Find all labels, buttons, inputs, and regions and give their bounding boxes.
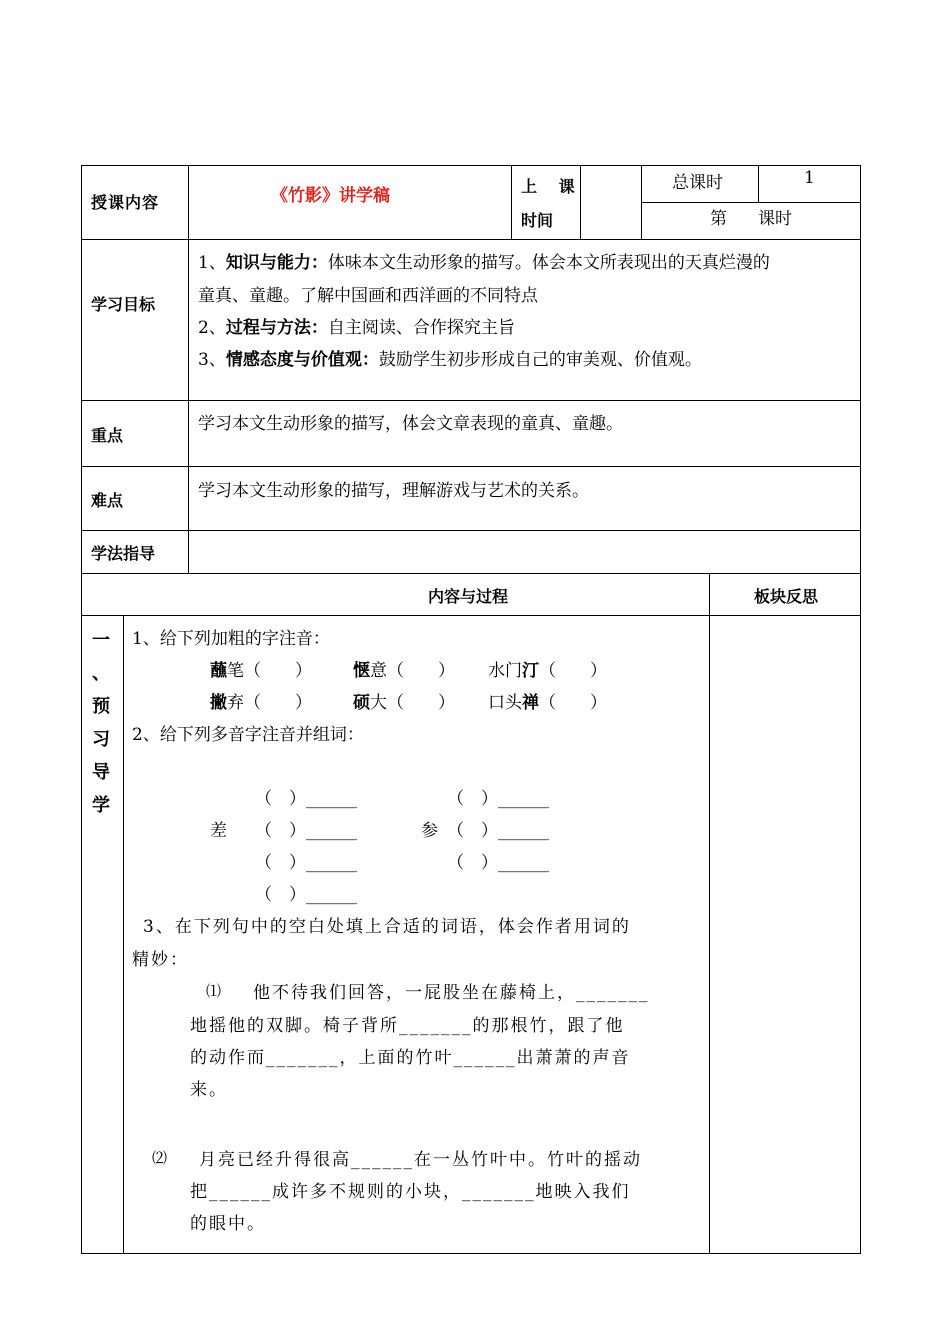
- section-char: 导: [92, 762, 110, 783]
- q3-sentence1-line3: 的动作而_______，上面的竹叶______出萧萧的声音: [190, 1048, 631, 1068]
- q1-item: [488, 656, 607, 681]
- course-title: 《竹影》讲学稿: [271, 186, 390, 206]
- q1-bold-char: 禅: [522, 693, 539, 713]
- q1-item-text: 意（ ）: [370, 661, 455, 681]
- course-content-label: 授课内容: [91, 193, 160, 212]
- key-point-text: 学习本文生动形象的描写，体会文章表现的童真、童趣。: [198, 414, 623, 434]
- q1-bold-char: 惬: [353, 661, 370, 681]
- q1-item-prefix: 口头: [488, 693, 522, 713]
- q1-item: [210, 688, 312, 713]
- section-char: 习: [92, 729, 110, 750]
- objective-1-continued: 童真、童趣。了解中国画和西洋画的不同特点: [198, 286, 538, 306]
- q3-sentence1-number: ⑴: [206, 982, 222, 1000]
- difficulty-text: 学习本文生动形象的描写，理解游戏与艺术的关系。: [198, 481, 589, 501]
- content-process-header: 内容与过程: [428, 587, 509, 606]
- objective-1-key: 知识与能力：: [225, 253, 328, 273]
- q1-item-prefix: 水门: [488, 661, 522, 681]
- q1-item-text: （ ）: [539, 693, 607, 713]
- q2-char-2: 参: [421, 821, 438, 841]
- objective-2: [198, 313, 515, 338]
- q1-item-text: 笔（ ）: [227, 661, 312, 681]
- objective-3: [198, 345, 702, 370]
- q3-title-continued: 精妙：: [132, 950, 189, 970]
- section-title-vertical: [88, 624, 114, 822]
- q3-sentence2-line2: 把______成许多不规则的小块，_______地映入我们: [190, 1182, 631, 1202]
- q2-blank: （ ）______: [447, 789, 549, 809]
- objective-2-text: 自主阅读、合作探究主旨: [327, 318, 515, 338]
- section-char: 预: [92, 696, 110, 717]
- objective-3-prefix: 3、: [198, 350, 226, 370]
- class-time-label-line2: 时间: [521, 211, 554, 230]
- section-char: 一: [92, 630, 110, 651]
- q2-blank: （ ）______: [447, 853, 549, 873]
- q3-sentence2-line3: 的眼中。: [190, 1214, 266, 1234]
- q3-sentence2-line1: 月亮已经升得很高______在一丛竹叶中。竹叶的摇动: [199, 1150, 642, 1170]
- q3-sentence1-line1: 他不待我们回答，一屁股坐在藤椅上，_______: [253, 983, 650, 1003]
- q1-bold-char: 硕: [353, 693, 370, 713]
- q2-blank: （ ）______: [255, 853, 357, 873]
- q2-blank: （ ）______: [255, 789, 357, 809]
- q1-bold-char: 汀: [522, 661, 539, 681]
- q1-title: 1、给下列加粗的字注音：: [132, 629, 330, 649]
- q1-item-text: 大（ ）: [370, 693, 455, 713]
- q1-item: [353, 656, 455, 681]
- reflection-header: 板块反思: [754, 587, 819, 606]
- objective-2-prefix: 2、: [198, 318, 226, 338]
- objective-1-text: 体味本文生动形象的描写。体会本文所表现出的天真烂漫的: [327, 253, 770, 273]
- objective-1-prefix: 1、: [198, 253, 226, 273]
- objective-1: [198, 248, 770, 273]
- q1-bold-char: 蘸: [210, 661, 227, 681]
- total-hours-label: 总课时: [672, 173, 723, 193]
- q1-item-text: 弃（ ）: [227, 693, 312, 713]
- q3-sentence2-number: ⑵: [152, 1149, 168, 1167]
- total-hours-value: 1: [804, 168, 815, 188]
- lesson-label: 第: [710, 209, 727, 229]
- objective-2-key: 过程与方法：: [225, 318, 328, 338]
- q3-sentence1-line2: 地摇他的双脚。椅子背所_______的那根竹，跟了他: [190, 1016, 625, 1036]
- q3-sentence1-line4: 来。: [190, 1080, 228, 1100]
- lesson-suffix: 课时: [758, 209, 792, 229]
- q2-char-1: 差: [210, 821, 227, 841]
- q1-item-text: （ ）: [539, 661, 607, 681]
- q2-blank: （ ）______: [255, 885, 357, 905]
- objective-3-text: 鼓励学生初步形成自己的审美观、价值观。: [378, 350, 702, 370]
- q2-title: 2、给下列多音字注音并组词：: [132, 725, 364, 745]
- q2-blank: （ ）______: [447, 821, 549, 841]
- q1-item: [210, 656, 312, 681]
- method-label: 学法指导: [91, 544, 156, 563]
- section-char: 、: [92, 663, 110, 684]
- q1-item: [488, 688, 607, 713]
- objective-3-key: 情感态度与价值观：: [225, 350, 379, 370]
- section-char: 学: [92, 795, 110, 816]
- q2-blank: （ ）______: [255, 821, 357, 841]
- key-point-label: 重点: [91, 426, 124, 445]
- objectives-label: 学习目标: [91, 295, 156, 314]
- q1-bold-char: 撇: [210, 693, 227, 713]
- difficulty-label: 难点: [91, 491, 124, 510]
- q1-item: [353, 688, 455, 713]
- class-time-label-line1: 上 课: [521, 177, 583, 196]
- q3-title: 3、在下列句中的空白处填上合适的词语，体会作者用词的: [143, 917, 631, 937]
